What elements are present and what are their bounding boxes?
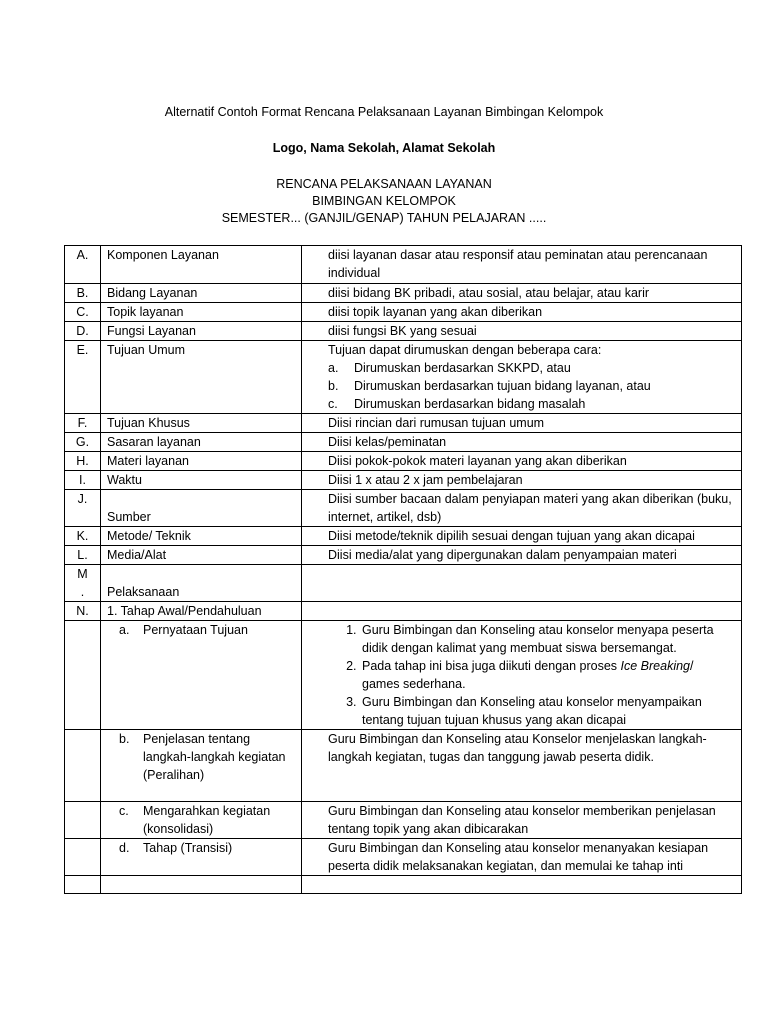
row-value (302, 341, 742, 414)
row-label: c. Mengarahkan kegiatan (konsolidasi) (101, 802, 302, 839)
row-code: D. (65, 322, 101, 341)
table-row (65, 433, 742, 452)
row-label: b. Penjelasan tentang langkah-langkah kegiatan (Peralihan) (101, 730, 302, 802)
list-item: 3. Guru Bimbingan dan Konseling atau konselor menyampaikan tentang tujuan tujuan khusus yang akan dicapai (360, 693, 717, 729)
row-code: H. (65, 452, 101, 471)
list-item: 2. Pada tahap ini bisa juga diikuti dengan proses Ice Breaking/ games sederhana. (360, 657, 717, 693)
table-row (65, 730, 742, 802)
opening-steps-list (308, 621, 737, 729)
row-label: Fungsi Layanan (101, 322, 302, 341)
row-label: Pelaksanaan (101, 565, 302, 602)
list-item: a. Dirumuskan berdasarkan SKKPD, atau (328, 361, 571, 375)
row-value: diisi layanan dasar atau responsif atau peminatan atau perencanaan individual (302, 246, 742, 284)
goal-method-list (328, 359, 737, 413)
row-value: Diisi kelas/peminatan (302, 433, 742, 452)
row-value: Diisi sumber bacaan dalam penyiapan materi yang akan diberikan (buku, internet, artikel, dsb) (302, 490, 742, 527)
list-item: c. Dirumuskan berdasarkan bidang masalah (328, 397, 586, 411)
row-code: G. (65, 433, 101, 452)
row-value: diisi topik layanan yang akan diberikan (302, 303, 742, 322)
table-row (65, 602, 742, 621)
plan-title-line-3: SEMESTER... (GANJIL/GENAP) TAHUN PELAJARAN ..... (221, 211, 547, 225)
row-label (101, 876, 302, 894)
table-row (65, 490, 742, 527)
row-code (65, 876, 101, 894)
plan-title-line-2: BIMBINGAN KELOMPOK (312, 194, 456, 208)
document-title: Alternatif Contoh Format Rencana Pelaksanaan Layanan Bimbingan Kelompok (164, 105, 604, 119)
table-row (65, 303, 742, 322)
table-row (65, 839, 742, 876)
row-code: B. (65, 284, 101, 303)
table-row (65, 452, 742, 471)
row-code (65, 802, 101, 839)
row-value: diisi fungsi BK yang sesuai (302, 322, 742, 341)
row-value: Diisi 1 x atau 2 x jam pembelajaran (302, 471, 742, 490)
row-code: L. (65, 546, 101, 565)
table-row (65, 565, 742, 602)
table-row (65, 246, 742, 284)
row-value: Guru Bimbingan dan Konseling atau Konselor menjelaskan langkah-langkah kegiatan, tugas dan tanggung jawab peserta didik. (302, 730, 742, 802)
plan-table (64, 245, 742, 894)
row-value (302, 876, 742, 894)
row-label: Materi layanan (101, 452, 302, 471)
row-value: Diisi pokok-pokok materi layanan yang akan diberikan (302, 452, 742, 471)
row-label: Media/Alat (101, 546, 302, 565)
row-code: J. (65, 490, 101, 527)
plan-title-line-1: RENCANA PELAKSANAAN LAYANAN (276, 177, 492, 191)
row-label: Tujuan Khusus (101, 414, 302, 433)
row-value: Diisi rincian dari rumusan tujuan umum (302, 414, 742, 433)
row-label: Waktu (101, 471, 302, 490)
row-value (302, 565, 742, 602)
row-label: Bidang Layanan (101, 284, 302, 303)
row-code: C. (65, 303, 101, 322)
row-label: Tujuan Umum (101, 341, 302, 414)
row-value: Diisi metode/teknik dipilih sesuai dengan tujuan yang akan dicapai (302, 527, 742, 546)
table-row (65, 322, 742, 341)
row-code (65, 839, 101, 876)
table-row (65, 621, 742, 730)
row-value-intro: Tujuan dapat dirumuskan dengan beberapa cara: (328, 343, 602, 357)
table-row (65, 341, 742, 414)
row-label: 1. Tahap Awal/Pendahuluan (101, 602, 302, 621)
row-label: Komponen Layanan (101, 246, 302, 284)
row-code: K. (65, 527, 101, 546)
row-code: F. (65, 414, 101, 433)
row-code: E. (65, 341, 101, 414)
list-item: b. Dirumuskan berdasarkan tujuan bidang layanan, atau (328, 379, 651, 393)
row-value: Guru Bimbingan dan Konseling atau konselor memberikan penjelasan tentang topik yang akan dibicarakan (302, 802, 742, 839)
row-code (65, 730, 101, 802)
row-code (65, 621, 101, 730)
table-row (65, 414, 742, 433)
row-value: Guru Bimbingan dan Konseling atau konselor menanyakan kesiapan peserta didik melaksanakan kegiatan, dan memulai ke tahap inti (302, 839, 742, 876)
row-label: Metode/ Teknik (101, 527, 302, 546)
row-value: diisi bidang BK pribadi, atau sosial, atau belajar, atau karir (302, 284, 742, 303)
school-identity-line: Logo, Nama Sekolah, Alamat Sekolah (272, 141, 496, 155)
row-code: M . (65, 565, 101, 602)
list-item: 1. Guru Bimbingan dan Konseling atau konselor menyapa peserta didik dengan kalimat yang membuat siswa bersemangat. (360, 621, 717, 657)
row-label: d. Tahap (Transisi) (101, 839, 302, 876)
table-row (65, 802, 742, 839)
row-label: Sumber (101, 490, 302, 527)
row-value (302, 602, 742, 621)
row-label: Topik layanan (101, 303, 302, 322)
row-value (302, 621, 742, 730)
table-row (65, 284, 742, 303)
table-row (65, 546, 742, 565)
row-code: N. (65, 602, 101, 621)
row-label: Sasaran layanan (101, 433, 302, 452)
row-code: I. (65, 471, 101, 490)
table-row (65, 527, 742, 546)
table-row (65, 876, 742, 894)
table-row (65, 471, 742, 490)
row-value: Diisi media/alat yang dipergunakan dalam penyampaian materi (302, 546, 742, 565)
row-label: a. Pernyataan Tujuan (101, 621, 302, 730)
row-code: A. (65, 246, 101, 284)
